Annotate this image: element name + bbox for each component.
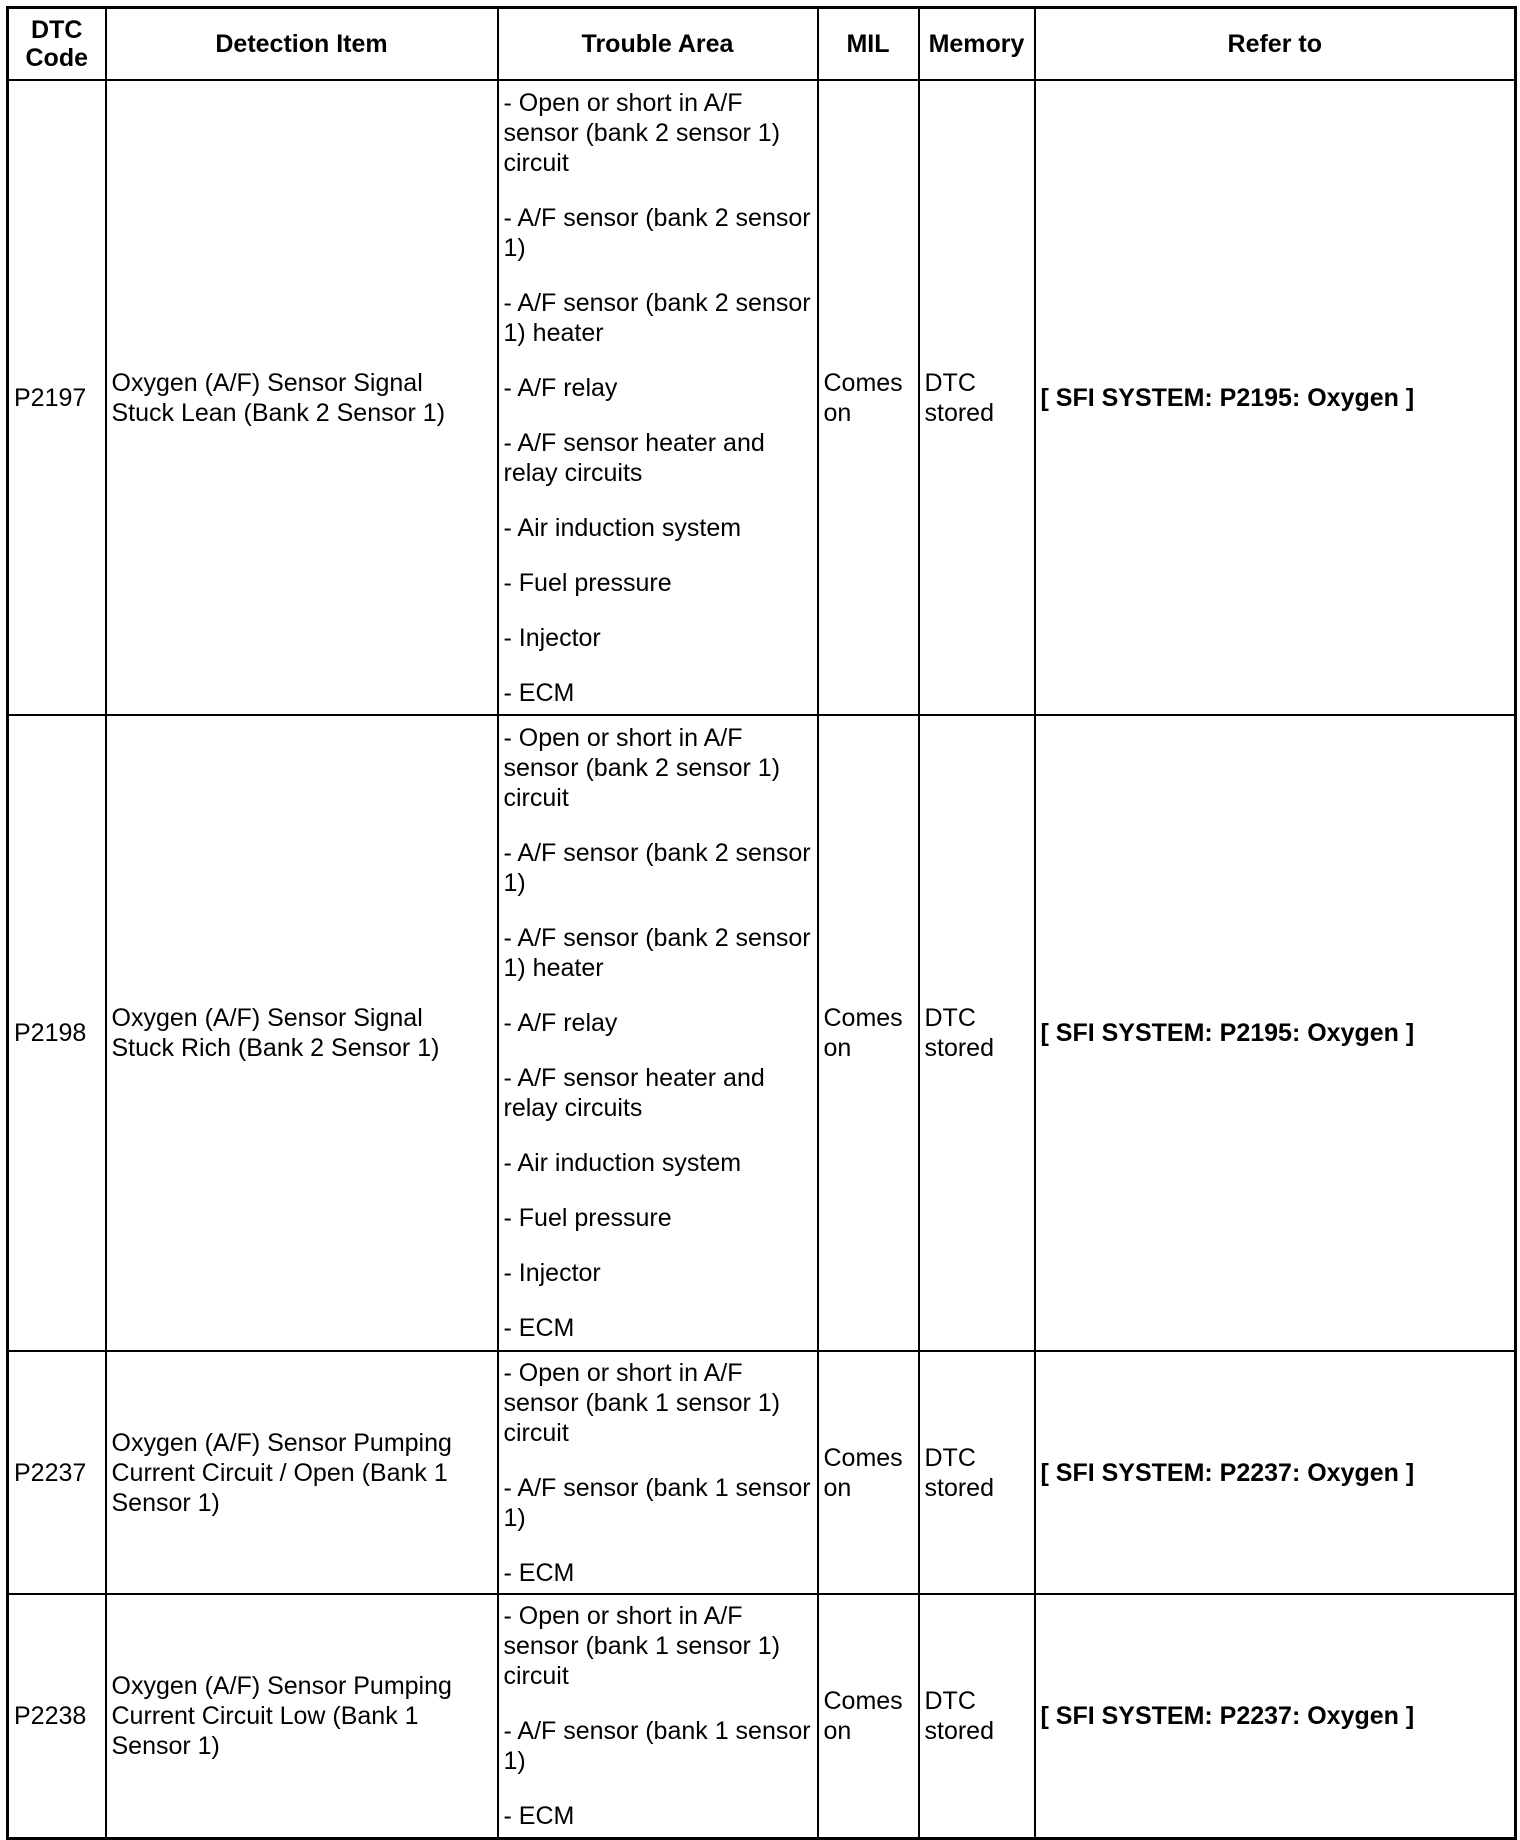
header-dtc-code [8,8,106,81]
refer-to-cell [1035,1351,1516,1594]
header-refer-to: Refer to [1035,8,1516,81]
refer-to-cell [1035,1594,1516,1838]
table-row [8,715,1516,1351]
memory-cell: DTC stored [919,80,1035,715]
refer-to-link[interactable]: [ SFI SYSTEM: P2195: Oxygen ] [1040,1019,1415,1047]
detection-item-cell: Oxygen (A/F) Sensor Pumping Current Circuit Low (Bank 1 Sensor 1) [106,1594,498,1838]
mil-cell: Comes on [818,1351,919,1594]
table-row [8,80,1516,715]
trouble-area-item: - Fuel pressure [503,568,672,597]
memory-cell: DTC stored [919,1594,1035,1838]
trouble-area-item: - A/F relay [503,1009,618,1037]
trouble-area-item: - A/F sensor (bank 2 sensor 1) [503,839,811,897]
mil-cell: Comes on [818,715,919,1351]
memory-cell: DTC stored [919,1351,1035,1594]
memory-cell: DTC stored [919,715,1035,1351]
trouble-area-item: - Open or short in A/F sensor (bank 2 sensor 1) circuit [503,88,781,177]
header-dtc-code-line1: DTC [31,16,83,44]
trouble-area-item: - Open or short in A/F sensor (bank 1 sensor 1) circuit [503,1358,781,1447]
trouble-area-item: - Open or short in A/F sensor (bank 2 sensor 1) circuit [503,724,781,812]
trouble-area-item: - Air induction system [503,513,742,542]
trouble-area-item: - ECM [503,1558,575,1587]
table-row [8,1351,1516,1594]
trouble-area-cell [498,1351,818,1594]
trouble-area-item: - A/F sensor (bank 1 sensor 1) [503,1473,811,1532]
refer-to-link[interactable]: [ SFI SYSTEM: P2237: Oxygen ] [1040,1701,1415,1730]
trouble-area-item: - Injector [503,623,601,652]
trouble-area-item: - ECM [503,1314,575,1342]
trouble-area-item: - A/F sensor (bank 2 sensor 1) heater [503,288,811,347]
header-mil: MIL [818,8,919,81]
trouble-area-cell [498,715,818,1351]
trouble-area-item: - ECM [503,1801,575,1830]
dtc-table [6,6,1517,1840]
refer-to-cell [1035,715,1516,1351]
trouble-area-list [504,1358,812,1588]
trouble-area-cell [498,80,818,715]
detection-item-cell: Oxygen (A/F) Sensor Signal Stuck Rich (Bank 2 Sensor 1) [106,715,498,1351]
mil-cell: Comes on [818,1594,919,1838]
header-dtc-code-line2: Code [25,44,88,72]
trouble-area-item: - ECM [503,678,575,707]
detection-item-cell: Oxygen (A/F) Sensor Pumping Current Circuit / Open (Bank 1 Sensor 1) [106,1351,498,1594]
trouble-area-item: - A/F sensor (bank 2 sensor 1) heater [503,924,811,982]
header-row [8,8,1516,81]
trouble-area-list [504,88,812,708]
dtc-code-cell: P2238 [8,1594,106,1838]
trouble-area-item: - Air induction system [503,1149,742,1177]
trouble-area-item: - A/F relay [503,373,618,402]
dtc-code-cell: P2237 [8,1351,106,1594]
trouble-area-item: - Fuel pressure [503,1204,672,1232]
trouble-area-item: - A/F sensor heater and relay circuits [503,1064,765,1122]
trouble-area-item: - A/F sensor heater and relay circuits [503,428,765,487]
refer-to-link[interactable]: [ SFI SYSTEM: P2237: Oxygen ] [1040,1458,1415,1487]
trouble-area-item: - Injector [503,1259,601,1287]
header-memory: Memory [919,8,1035,81]
mil-cell: Comes on [818,80,919,715]
dtc-code-cell: P2198 [8,715,106,1351]
trouble-area-list [504,723,812,1343]
detection-item-cell: Oxygen (A/F) Sensor Signal Stuck Lean (Bank 2 Sensor 1) [106,80,498,715]
dtc-code-cell: P2197 [8,80,106,715]
header-detection-item: Detection Item [106,8,498,81]
trouble-area-item: - A/F sensor (bank 1 sensor 1) [503,1716,811,1775]
trouble-area-cell [498,1594,818,1838]
trouble-area-item: - Open or short in A/F sensor (bank 1 sensor 1) circuit [503,1601,781,1690]
trouble-area-list [504,1601,812,1831]
trouble-area-item: - A/F sensor (bank 2 sensor 1) [503,203,811,262]
header-trouble-area: Trouble Area [498,8,818,81]
refer-to-link[interactable]: [ SFI SYSTEM: P2195: Oxygen ] [1040,383,1415,412]
refer-to-cell [1035,80,1516,715]
table-row [8,1594,1516,1838]
